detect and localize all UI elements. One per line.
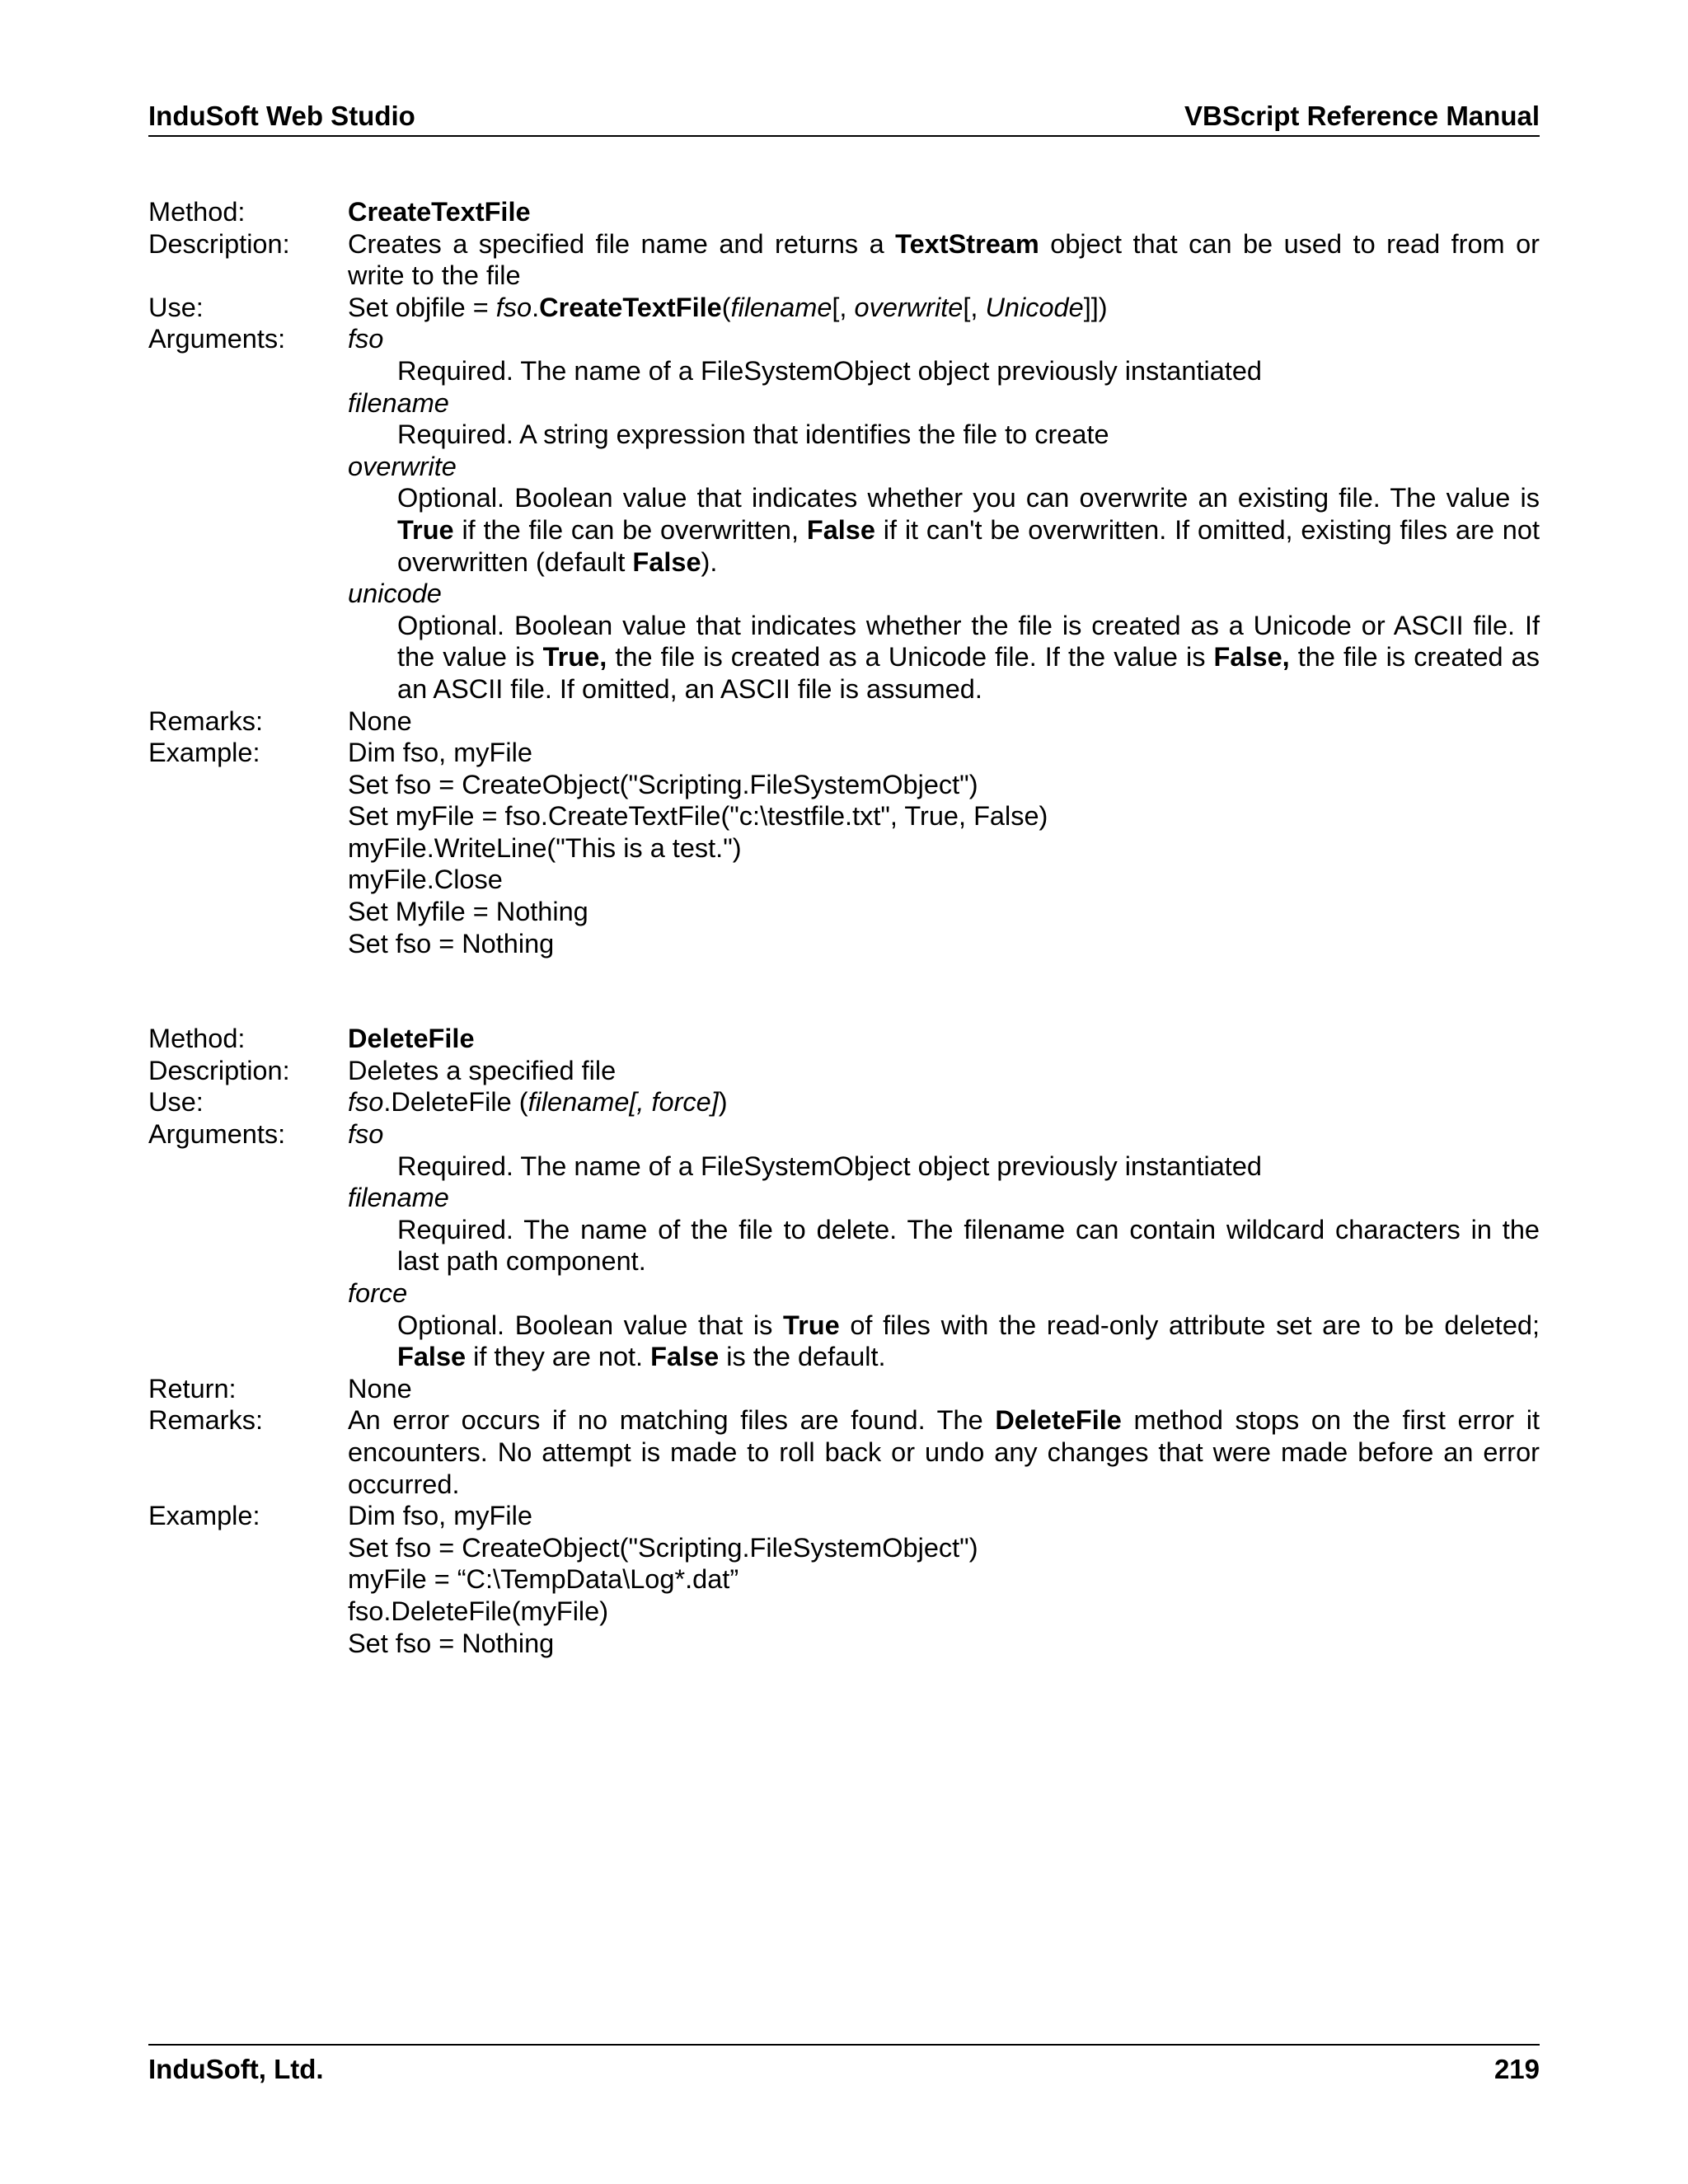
argument-desc: Required. The name of the file to delete. The filename can contain wildcard characters in the last path component. bbox=[397, 1214, 1540, 1277]
remarks-row bbox=[148, 705, 1540, 738]
example-label: Example: bbox=[148, 1501, 260, 1531]
description-text: Deletes a specified file bbox=[348, 1055, 617, 1085]
arguments-list bbox=[348, 1118, 1540, 1373]
code-line: fso.DeleteFile(myFile) bbox=[348, 1596, 609, 1626]
use-row bbox=[148, 1086, 1540, 1118]
arguments-label: Arguments: bbox=[148, 324, 286, 354]
description-label: Description: bbox=[148, 228, 290, 259]
method-name: DeleteFile bbox=[348, 1024, 475, 1054]
arguments-row bbox=[148, 323, 1540, 705]
code-line: myFile.Close bbox=[348, 865, 503, 895]
return-text: None bbox=[348, 1373, 412, 1404]
method-name: CreateTextFile bbox=[348, 197, 531, 227]
remarks-text: An error occurs if no matching files are found. The DeleteFile method stops on the first error it encounters. No attempt is made to roll back or undo any changes that were made before an error occurred. bbox=[348, 1405, 1540, 1499]
code-line: Set fso = Nothing bbox=[348, 928, 555, 958]
code-line: Dim fso, myFile bbox=[348, 738, 532, 768]
remarks-label: Remarks: bbox=[148, 1405, 264, 1436]
code-line: myFile.WriteLine("This is a test.") bbox=[348, 832, 742, 863]
code-line: Set fso = Nothing bbox=[348, 1628, 555, 1658]
description-row bbox=[148, 228, 1540, 292]
method-row bbox=[148, 1023, 1540, 1055]
arguments-label: Arguments: bbox=[148, 1119, 286, 1150]
argument-name: force bbox=[348, 1278, 408, 1308]
use-syntax: Set objfile = fso.CreateTextFile(filename[, overwrite[, Unicode]]) bbox=[348, 292, 1108, 322]
page-header bbox=[148, 97, 1540, 137]
page-number: 219 bbox=[1493, 2054, 1540, 2084]
argument-desc: Required. The name of a FileSystemObject object previously instantiated bbox=[397, 355, 1262, 386]
argument-desc: Optional. Boolean value that indicates whether you can overwrite an existing file. The value is True if the file can be overwritten, False if it can't be overwritten. If omitted, existing files are not overwritten (default False). bbox=[397, 483, 1540, 577]
page-footer bbox=[148, 2044, 1540, 2087]
argument-desc: Optional. Boolean value that indicates whether the file is created as a Unicode or ASCII file. If the value is True, the file is created as a Unicode file. If the value is False, the file is created as an ASCII file. If omitted, an ASCII file is assumed. bbox=[397, 610, 1540, 704]
footer-company: InduSoft, Ltd. bbox=[148, 2054, 324, 2084]
header-manual-title: VBScript Reference Manual bbox=[1184, 101, 1540, 131]
section-createtextfile bbox=[148, 196, 1540, 1659]
method-row bbox=[148, 196, 1540, 228]
return-label: Return: bbox=[148, 1373, 237, 1404]
example-code bbox=[348, 737, 1540, 959]
example-label: Example: bbox=[148, 738, 260, 768]
use-syntax: fso.DeleteFile (filename[, force]) bbox=[348, 1087, 728, 1118]
argument-desc: Required. A string expression that identifies the file to create bbox=[397, 419, 1109, 450]
code-line: Set fso = CreateObject("Scripting.FileSystemObject") bbox=[348, 769, 978, 799]
argument-name: overwrite bbox=[348, 451, 457, 481]
description-text: Creates a specified file name and returns a TextStream object that can be used to read from or write to the file bbox=[348, 228, 1540, 291]
example-row bbox=[148, 737, 1540, 959]
section-deletefile bbox=[148, 1023, 1540, 1659]
arguments-list bbox=[348, 323, 1540, 705]
argument-desc: Optional. Boolean value that is True of files with the read-only attribute set are to be deleted; False if they are not. False is the default. bbox=[397, 1310, 1540, 1372]
return-row bbox=[148, 1373, 1540, 1405]
remarks-text: None bbox=[348, 705, 412, 736]
code-line: myFile = “C:\TempData\Log*.dat” bbox=[348, 1564, 739, 1595]
argument-name: filename bbox=[348, 387, 449, 418]
argument-name: fso bbox=[348, 1119, 384, 1150]
use-label: Use: bbox=[148, 1087, 204, 1118]
argument-name: unicode bbox=[348, 579, 442, 609]
use-row bbox=[148, 292, 1540, 324]
example-row bbox=[148, 1500, 1540, 1659]
remarks-label: Remarks: bbox=[148, 705, 264, 736]
use-label: Use: bbox=[148, 292, 204, 322]
code-line: Set Myfile = Nothing bbox=[348, 897, 588, 927]
argument-name: fso bbox=[348, 324, 384, 354]
example-code bbox=[348, 1500, 1540, 1659]
remarks-row bbox=[148, 1404, 1540, 1500]
arguments-row bbox=[148, 1118, 1540, 1373]
description-label: Description: bbox=[148, 1055, 290, 1085]
argument-name: filename bbox=[348, 1183, 449, 1213]
method-label: Method: bbox=[148, 1024, 246, 1054]
header-product-title: InduSoft Web Studio bbox=[148, 101, 415, 131]
argument-desc: Required. The name of a FileSystemObject object previously instantiated bbox=[397, 1151, 1262, 1181]
method-label: Method: bbox=[148, 197, 246, 227]
description-row bbox=[148, 1055, 1540, 1087]
code-line: Dim fso, myFile bbox=[348, 1501, 532, 1531]
code-line: Set myFile = fso.CreateTextFile("c:\testfile.txt", True, False) bbox=[348, 801, 1048, 832]
code-line: Set fso = CreateObject("Scripting.FileSystemObject") bbox=[348, 1532, 978, 1563]
